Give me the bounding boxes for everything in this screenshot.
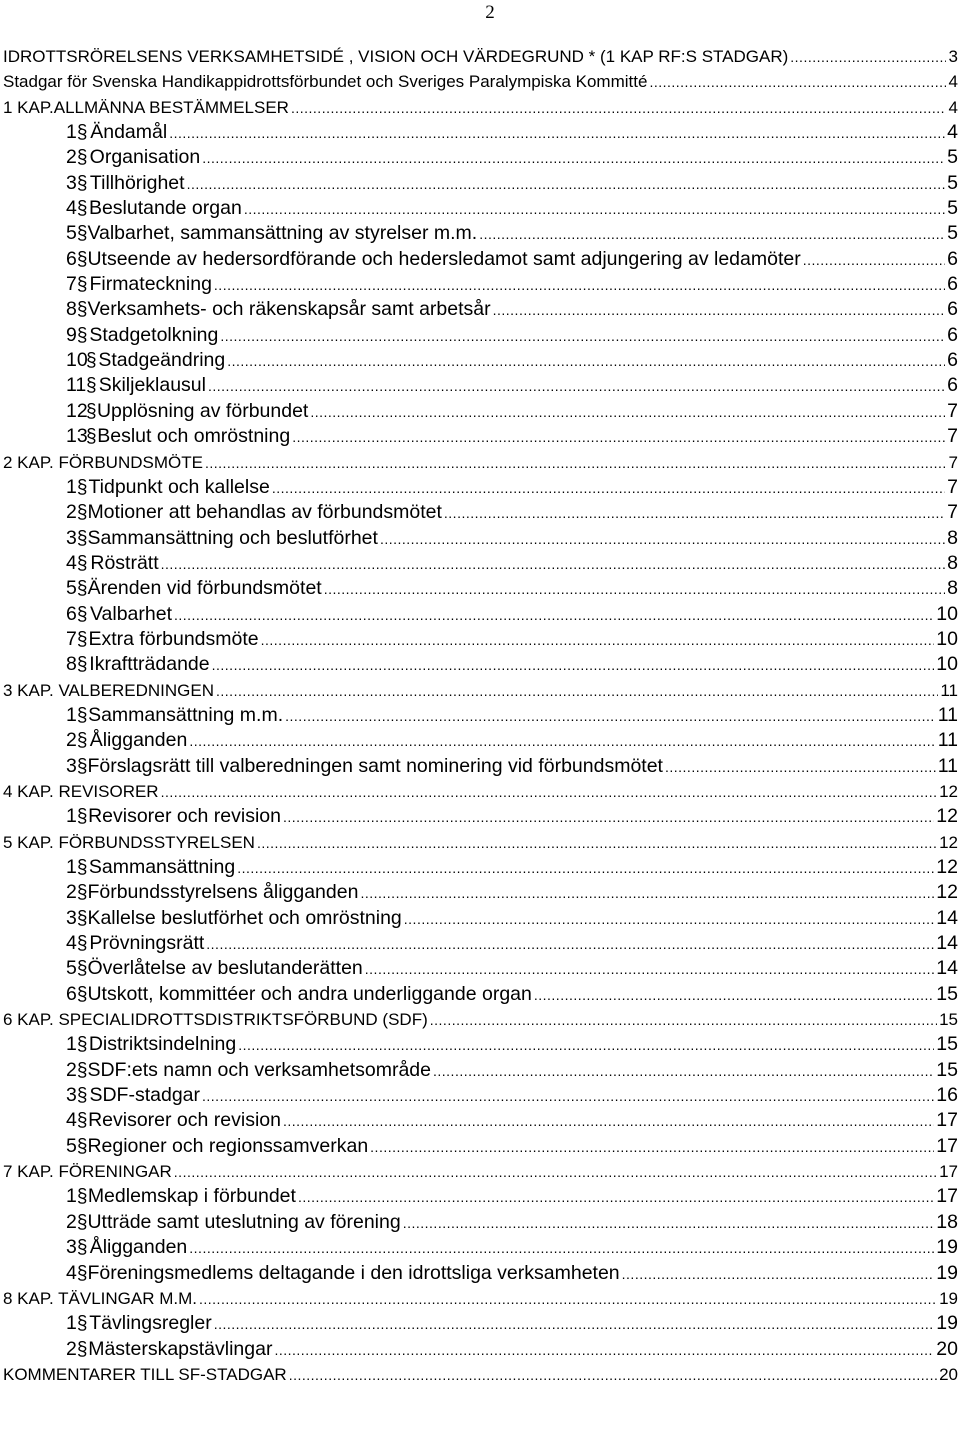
dot-leader xyxy=(433,1059,934,1084)
toc-entry-title: Överlåtelse av beslutanderätten xyxy=(87,957,363,980)
section-symbol: § xyxy=(76,299,88,321)
toc-entry-title: Ärenden vid förbundsmötet xyxy=(87,577,322,600)
toc-page-number: 4 xyxy=(948,97,958,117)
toc-entry-title: 1 KAP.ALLMÄNNA BESTÄMMELSER xyxy=(3,97,289,117)
toc-entry-title: SDF:ets namn och verksamhetsområde xyxy=(87,1058,431,1081)
toc-entry-title: 7 KAP. FÖRENINGAR xyxy=(3,1162,172,1182)
toc-entry-title: Tävlingsregler xyxy=(89,1312,212,1335)
toc-entry-title: Stadgar för Svenska Handikappidrottsförbundet och Sveriges Paralympiska Kommitté xyxy=(3,72,648,92)
toc-entry-title: Utseende av hedersordförande och hedersledamot samt adjungering av ledamöter xyxy=(87,247,801,270)
section-number: 1 xyxy=(66,1033,77,1056)
section-number: 1 xyxy=(66,1312,77,1335)
dot-leader xyxy=(214,1312,935,1337)
dot-leader xyxy=(161,552,946,577)
dot-leader xyxy=(534,983,934,1008)
dot-leader xyxy=(202,1084,934,1109)
toc-section-entry[interactable] xyxy=(3,1210,958,1235)
dot-leader xyxy=(380,527,945,552)
dot-leader xyxy=(205,451,946,476)
toc-chapter-entry[interactable] xyxy=(3,69,958,94)
toc-entry-title: Skiljeklausul xyxy=(98,374,206,397)
toc-entry-title: Förslagsrätt till valberedningen samt nominering vid förbundsmötet xyxy=(87,754,663,777)
section-number: 8 xyxy=(66,653,77,676)
toc-page-number: 19 xyxy=(939,1288,958,1308)
toc-page-number: 12 xyxy=(936,805,958,828)
toc-section-entry[interactable] xyxy=(3,1058,958,1083)
toc-page-number: 19 xyxy=(936,1261,958,1284)
section-number: 3 xyxy=(66,906,77,929)
section-number: 9 xyxy=(66,323,77,346)
dot-leader xyxy=(220,324,945,349)
toc-section-entry[interactable] xyxy=(3,424,958,449)
toc-section-entry[interactable] xyxy=(3,627,958,652)
dot-leader xyxy=(283,1109,934,1134)
section-symbol: § xyxy=(76,527,88,549)
section-number: 1 xyxy=(66,1185,77,1208)
toc-entry-title: Åligganden xyxy=(89,729,188,752)
toc-page-number: 11 xyxy=(937,754,958,777)
section-number: 6 xyxy=(66,982,77,1005)
toc-page-number: 10 xyxy=(936,602,958,625)
toc-section-entry[interactable] xyxy=(3,475,958,500)
section-symbol: § xyxy=(76,654,88,676)
toc-page-number: 3 xyxy=(948,47,958,66)
toc-section-entry[interactable] xyxy=(3,348,958,373)
dot-leader xyxy=(214,273,945,298)
toc-page-number: 11 xyxy=(937,703,958,726)
toc-section-entry[interactable] xyxy=(3,602,958,627)
dot-leader xyxy=(365,957,935,982)
section-number: 10 xyxy=(66,349,88,372)
dot-leader xyxy=(289,1363,937,1388)
section-number: 1 xyxy=(66,121,77,144)
toc-page-number: 5 xyxy=(947,146,958,169)
dot-leader xyxy=(649,70,946,95)
toc-entry-title: Verksamhets- och räkenskapsår samt arbetsår xyxy=(87,298,491,321)
section-symbol: § xyxy=(76,1211,88,1233)
toc-entry-title: Prövningsrätt xyxy=(89,932,205,955)
toc-section-entry[interactable] xyxy=(3,323,958,348)
section-number: 2 xyxy=(66,1210,77,1233)
toc-section-entry[interactable] xyxy=(3,728,958,753)
dot-leader xyxy=(202,146,945,171)
dot-leader xyxy=(292,425,945,450)
toc-section-entry[interactable] xyxy=(3,652,958,677)
toc-page-number: 12 xyxy=(936,856,958,878)
section-symbol: § xyxy=(76,223,88,245)
toc-chapter-entry[interactable] xyxy=(3,830,958,855)
section-symbol: § xyxy=(76,324,88,346)
toc-page-number: 12 xyxy=(939,781,958,801)
dot-leader xyxy=(189,1236,934,1261)
dot-leader xyxy=(370,1135,934,1160)
section-symbol: § xyxy=(76,1059,88,1081)
dot-leader xyxy=(790,45,946,70)
toc-section-entry[interactable] xyxy=(3,1184,958,1209)
toc-page-number: 12 xyxy=(936,881,958,904)
toc-page-number: 8 xyxy=(947,526,958,549)
section-symbol: § xyxy=(86,426,97,448)
toc-page-number: 15 xyxy=(936,1058,958,1081)
toc-page-number: 12 xyxy=(939,832,958,852)
toc-entry-title: Valbarhet, sammansättning av styrelser m.m. xyxy=(87,222,478,245)
toc-page-number: 17 xyxy=(936,1109,958,1132)
section-symbol: § xyxy=(76,628,88,650)
section-symbol: § xyxy=(76,1085,88,1107)
toc-page-number: 10 xyxy=(936,627,958,650)
dot-leader xyxy=(238,1033,934,1058)
page-number: 2 xyxy=(485,2,495,23)
section-number: 1 xyxy=(66,805,77,828)
toc-chapter-entry[interactable] xyxy=(3,95,958,120)
section-number: 2 xyxy=(66,729,77,752)
toc-page-number: 7 xyxy=(948,452,958,472)
toc-section-entry[interactable] xyxy=(3,221,958,246)
toc-section-entry[interactable] xyxy=(3,576,958,601)
dot-leader xyxy=(272,476,945,501)
dot-leader xyxy=(244,197,945,222)
section-symbol: § xyxy=(76,198,88,220)
toc-page-number: 7 xyxy=(947,425,958,448)
toc-page-number: 19 xyxy=(936,1236,958,1259)
toc-page-number: 6 xyxy=(947,247,958,270)
section-symbol: § xyxy=(76,578,88,600)
section-symbol: § xyxy=(76,502,88,524)
toc-entry-title: Ikraftträdande xyxy=(89,653,210,676)
dot-leader xyxy=(479,222,945,247)
toc-section-entry[interactable] xyxy=(3,880,958,905)
toc-section-entry[interactable] xyxy=(3,1083,958,1108)
toc-entry-title: Föreningsmedlems deltagande i den idrottsliga verksamheten xyxy=(87,1261,620,1284)
dot-leader xyxy=(237,856,934,881)
section-number: 2 xyxy=(66,501,77,524)
section-symbol: § xyxy=(76,806,88,828)
section-symbol: § xyxy=(76,755,88,777)
section-symbol: § xyxy=(76,1262,88,1284)
dot-leader xyxy=(298,1185,934,1210)
section-symbol: § xyxy=(76,857,88,878)
toc-section-entry[interactable] xyxy=(3,526,958,551)
section-number: 2 xyxy=(66,1058,77,1081)
toc-entry-title: Tillhörighet xyxy=(89,171,185,194)
section-number: 6 xyxy=(66,247,77,270)
toc-entry-title: Utträde samt uteslutning av förening xyxy=(87,1210,401,1233)
section-symbol: § xyxy=(76,958,88,980)
dot-leader xyxy=(622,1262,935,1287)
section-number: 3 xyxy=(66,1236,77,1259)
toc-page-number: 8 xyxy=(947,551,958,574)
section-number: 1 xyxy=(66,703,77,726)
section-symbol: § xyxy=(76,1237,88,1259)
dot-leader xyxy=(403,1211,935,1236)
toc-entry-title: Rösträtt xyxy=(90,551,159,574)
section-number: 7 xyxy=(66,627,77,650)
section-number: 3 xyxy=(66,1084,77,1107)
toc-section-entry[interactable] xyxy=(3,373,958,398)
toc-section-entry[interactable] xyxy=(3,1311,958,1336)
toc-section-entry[interactable] xyxy=(3,1337,958,1362)
toc-page-number: 8 xyxy=(947,577,958,600)
toc-entry-title: Sammansättning m.m. xyxy=(88,703,284,726)
toc-entry-title: 3 KAP. VALBEREDNINGEN xyxy=(3,680,215,700)
section-number: 4 xyxy=(66,1109,77,1132)
dot-leader xyxy=(174,603,934,628)
dot-leader xyxy=(208,374,945,399)
toc-entry-title: Motioner att behandlas av förbundsmötet xyxy=(87,501,442,524)
toc-page-number: 16 xyxy=(936,1084,958,1107)
dot-leader xyxy=(404,907,935,932)
toc-entry-title: SDF-stadgar xyxy=(89,1084,201,1107)
toc-page-number: 6 xyxy=(947,273,958,296)
toc-page-number: 11 xyxy=(937,729,958,752)
section-number: 2 xyxy=(66,881,77,904)
toc-section-entry[interactable] xyxy=(3,120,958,145)
dot-leader xyxy=(169,121,945,146)
toc-chapter-entry[interactable] xyxy=(3,678,958,703)
toc-page-number: 4 xyxy=(948,72,958,92)
toc-entry-title: Valbarhet xyxy=(89,602,172,625)
section-number: 7 xyxy=(66,273,77,296)
toc-page-number: 6 xyxy=(947,323,958,346)
toc-section-entry[interactable] xyxy=(3,399,958,424)
section-number: 11 xyxy=(66,374,87,397)
toc-entry-title: Tidpunkt och kallelse xyxy=(88,475,270,498)
section-number: 8 xyxy=(66,298,77,321)
section-number: 5 xyxy=(66,957,77,980)
toc-section-entry[interactable] xyxy=(3,956,958,981)
toc-page-number: 4 xyxy=(947,121,958,144)
dot-leader xyxy=(274,1338,934,1363)
dot-leader xyxy=(493,298,946,323)
dot-leader xyxy=(310,400,945,425)
toc-section-entry[interactable] xyxy=(3,297,958,322)
dot-leader xyxy=(291,96,946,121)
section-number: 1 xyxy=(66,475,77,498)
section-number: 4 xyxy=(66,1261,77,1284)
dot-leader xyxy=(187,172,946,197)
dot-leader xyxy=(174,1160,937,1185)
toc-section-entry[interactable] xyxy=(3,145,958,170)
section-symbol: § xyxy=(76,933,88,955)
section-symbol: § xyxy=(76,882,88,904)
toc-entry-title: Utskott, kommittéer och andra underliggande organ xyxy=(87,982,532,1005)
section-symbol: § xyxy=(76,907,88,929)
toc-entry-title: Sammansättning xyxy=(88,856,236,878)
toc-section-entry[interactable] xyxy=(3,171,958,196)
toc-page-number: 5 xyxy=(947,222,958,245)
section-number: 4 xyxy=(66,551,77,574)
toc-page-number: 17 xyxy=(939,1162,958,1182)
toc-section-entry[interactable] xyxy=(3,703,958,728)
toc-page-number: 6 xyxy=(947,374,958,397)
toc-entry-title: 4 KAP. REVISORER xyxy=(3,781,159,801)
toc-section-entry[interactable] xyxy=(3,500,958,525)
dot-leader xyxy=(189,729,935,754)
toc-page-number: 6 xyxy=(947,298,958,321)
dot-leader xyxy=(206,932,934,957)
section-symbol: § xyxy=(86,400,97,422)
toc-chapter-entry[interactable] xyxy=(3,1362,958,1387)
dot-leader xyxy=(212,653,935,678)
toc-entry-title: Beslutande organ xyxy=(88,197,242,220)
toc-page-number: 5 xyxy=(947,197,958,220)
toc-entry-title: Revisorer och revision xyxy=(88,805,281,828)
section-symbol: § xyxy=(76,172,88,194)
toc-page-number: 20 xyxy=(936,1337,958,1360)
toc-chapter-entry[interactable] xyxy=(3,44,958,69)
section-symbol: § xyxy=(76,274,88,296)
toc-entry-title: IDROTTSRÖRELSENS VERKSAMHETSIDÉ , VISION OCH VÄRDEGRUND * (1 KAP RF:S STADGAR) xyxy=(3,47,789,66)
toc-entry-title: Mästerskapstävlingar xyxy=(88,1337,273,1360)
toc-entry-title: Åligganden xyxy=(89,1236,188,1259)
toc-section-entry[interactable] xyxy=(3,1235,958,1260)
toc-chapter-entry[interactable] xyxy=(3,779,958,804)
toc-entry-title: KOMMENTARER TILL SF-STADGAR xyxy=(3,1364,287,1384)
dot-leader xyxy=(360,881,934,906)
section-number: 13 xyxy=(66,425,88,448)
dot-leader xyxy=(665,755,936,780)
section-symbol: § xyxy=(76,1338,88,1360)
section-symbol: § xyxy=(76,730,88,752)
toc-entry-title: Organisation xyxy=(89,146,201,169)
toc-page-number: 15 xyxy=(939,1010,958,1030)
section-number: 4 xyxy=(66,197,77,220)
section-symbol: § xyxy=(76,476,88,498)
section-symbol: § xyxy=(76,603,88,625)
toc-entry-title: 6 KAP. SPECIALIDROTTSDISTRIKTSFÖRBUND (SDF) xyxy=(3,1010,428,1030)
toc-page-number: 7 xyxy=(947,475,958,498)
toc-page-number: 5 xyxy=(947,171,958,194)
toc-page-number: 7 xyxy=(947,501,958,524)
toc-entry-title: Kallelse beslutförhet och omröstning xyxy=(87,906,402,929)
toc-entry-title: Sammansättning och beslutförhet xyxy=(87,526,378,549)
dot-leader xyxy=(430,1008,937,1033)
toc-section-entry[interactable] xyxy=(3,754,958,779)
toc-entry-title: Extra förbundsmöte xyxy=(88,627,259,650)
dot-leader xyxy=(283,805,934,830)
section-number: 6 xyxy=(66,602,77,625)
toc-entry-title: Förbundsstyrelsens åligganden xyxy=(87,881,359,904)
toc-page-number: 10 xyxy=(936,653,958,676)
section-symbol: § xyxy=(76,1313,88,1335)
section-number: 5 xyxy=(66,1134,77,1157)
toc-entry-title: Stadgeändring xyxy=(98,349,226,372)
toc-entry-title: Ändamål xyxy=(90,121,168,144)
dot-leader xyxy=(161,780,937,805)
toc-entry-title: Firmateckning xyxy=(89,273,212,296)
toc-section-entry[interactable] xyxy=(3,982,958,1007)
dot-leader xyxy=(261,628,935,653)
section-symbol: § xyxy=(76,983,88,1005)
toc-section-entry[interactable] xyxy=(3,1032,958,1057)
section-number: 2 xyxy=(66,1337,77,1360)
section-symbol: § xyxy=(76,1186,88,1208)
section-number: 3 xyxy=(66,526,77,549)
toc-section-entry[interactable] xyxy=(3,804,958,829)
toc-section-entry[interactable] xyxy=(3,855,958,880)
section-number: 12 xyxy=(66,399,88,422)
toc-entry-title: Stadgetolkning xyxy=(89,323,219,346)
section-number: 3 xyxy=(66,754,77,777)
toc-entry-title: Medlemskap i förbundet xyxy=(87,1185,296,1208)
section-symbol: § xyxy=(76,248,88,270)
toc-entry-title: 5 KAP. FÖRBUNDSSTYRELSEN xyxy=(3,832,255,852)
toc-page-number: 14 xyxy=(936,957,958,980)
toc-entry-title: 8 KAP. TÄVLINGAR M.M. xyxy=(3,1288,197,1308)
toc-page-number: 7 xyxy=(947,399,958,422)
section-symbol: § xyxy=(76,1110,88,1132)
toc-page-number: 17 xyxy=(936,1134,958,1157)
dot-leader xyxy=(324,577,945,602)
toc-chapter-entry[interactable] xyxy=(3,1159,958,1184)
toc-page-number: 18 xyxy=(936,1210,958,1233)
dot-leader xyxy=(285,704,936,729)
section-symbol: § xyxy=(76,1034,88,1056)
toc-entry-title: Distriktsindelning xyxy=(88,1033,237,1056)
toc-entry-title: 2 KAP. FÖRBUNDSMÖTE xyxy=(3,452,203,472)
toc-section-entry[interactable] xyxy=(3,1261,958,1286)
toc-section-entry[interactable] xyxy=(3,247,958,272)
dot-leader xyxy=(803,248,945,273)
section-number: 2 xyxy=(66,146,77,169)
toc-section-entry[interactable] xyxy=(3,196,958,221)
section-symbol: § xyxy=(86,350,97,372)
toc-page-number: 14 xyxy=(936,906,958,929)
dot-leader xyxy=(444,501,945,526)
section-symbol: § xyxy=(76,147,88,169)
toc-page-number: 17 xyxy=(936,1185,958,1208)
toc-entry-title: Regioner och regionssamverkan xyxy=(87,1134,369,1157)
section-number: 5 xyxy=(66,577,77,600)
toc-page-number: 6 xyxy=(947,349,958,372)
toc-page-number: 15 xyxy=(936,982,958,1005)
toc-section-entry[interactable] xyxy=(3,906,958,931)
toc-chapter-entry[interactable] xyxy=(3,450,958,475)
dot-leader xyxy=(227,349,945,374)
toc-section-entry[interactable] xyxy=(3,1134,958,1159)
toc-chapter-entry[interactable] xyxy=(3,1286,958,1311)
section-symbol: § xyxy=(76,552,88,574)
section-symbol: § xyxy=(76,1135,88,1157)
toc-page-number: 11 xyxy=(940,680,958,700)
section-symbol: § xyxy=(76,704,88,726)
toc-entry-title: Beslut och omröstning xyxy=(97,425,291,448)
section-symbol: § xyxy=(86,375,97,397)
toc-section-entry[interactable] xyxy=(3,1108,958,1133)
dot-leader xyxy=(257,831,937,856)
section-number: 1 xyxy=(66,856,77,878)
toc-section-entry[interactable] xyxy=(3,272,958,297)
section-number: 4 xyxy=(66,932,77,955)
section-number: 5 xyxy=(66,222,77,245)
toc-entry-title: Upplösning av förbundet xyxy=(96,399,309,422)
toc-section-entry[interactable] xyxy=(3,931,958,956)
toc-entry-title: Revisorer och revision xyxy=(88,1109,281,1132)
table-of-contents xyxy=(3,44,958,1387)
toc-page-number: 15 xyxy=(936,1033,958,1056)
toc-chapter-entry[interactable] xyxy=(3,1007,958,1032)
dot-leader xyxy=(199,1287,937,1312)
toc-section-entry[interactable] xyxy=(3,551,958,576)
toc-page-number: 20 xyxy=(939,1364,958,1384)
section-number: 3 xyxy=(66,171,77,194)
toc-page-number: 14 xyxy=(936,932,958,955)
dot-leader xyxy=(216,679,938,704)
section-symbol: § xyxy=(76,122,88,144)
toc-page-number: 19 xyxy=(936,1312,958,1335)
